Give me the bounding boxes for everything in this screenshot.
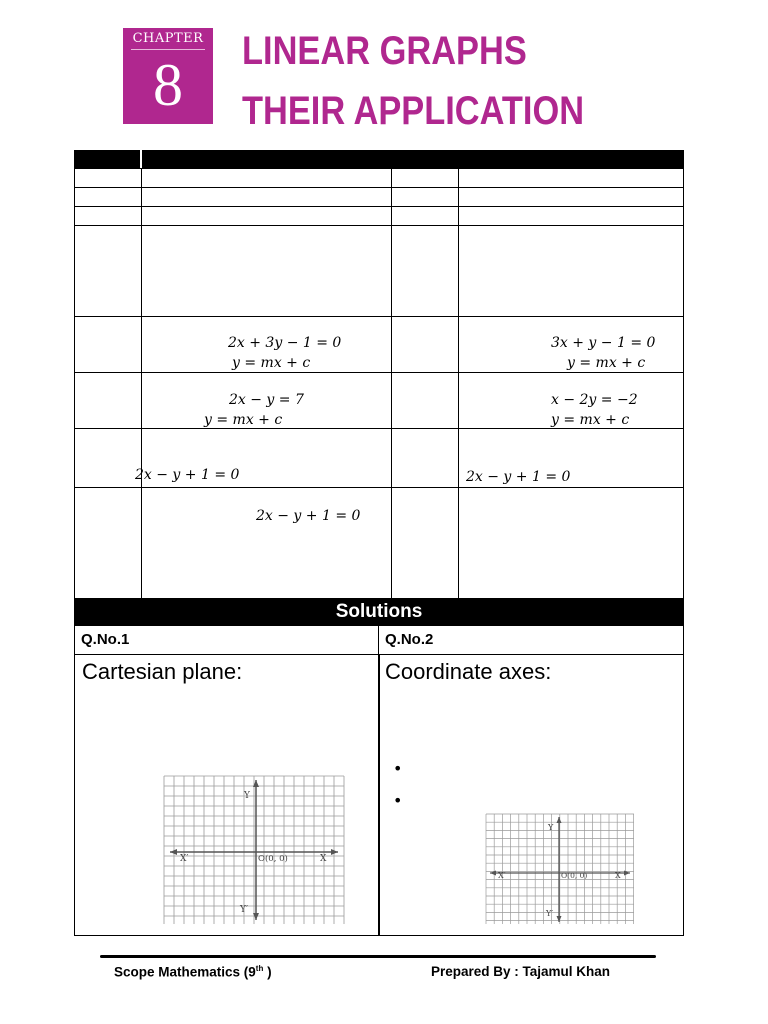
equation: 3x + y − 1 = 0 <box>551 335 656 351</box>
chapter-badge <box>123 28 213 124</box>
bullet-point: • <box>393 791 403 810</box>
q2-label: Q.No.2 <box>385 631 434 648</box>
q1-label: Q.No.1 <box>81 631 130 648</box>
footer-author: Prepared By : Tajamul Khan <box>431 964 611 979</box>
y-axis-label: Y <box>244 791 250 801</box>
x-prime-label: X′ <box>498 871 506 880</box>
origin-label: O(0, 0) <box>561 871 588 880</box>
footer-rule <box>100 955 656 958</box>
equation: 2x − y + 1 = 0 <box>256 508 361 524</box>
chapter-word: CHAPTER <box>132 31 204 46</box>
x-axis-label: X <box>615 871 621 880</box>
table-header-bar <box>74 150 684 168</box>
q1-answer-title: Cartesian plane: <box>82 659 243 684</box>
x-prime-label: X′ <box>180 854 189 864</box>
equation: x − 2y = −2 <box>551 392 638 408</box>
title-line-2: THEIR APPLICATION <box>242 89 585 133</box>
coordinate-axes-graph <box>484 812 636 926</box>
solutions-heading: Solutions <box>74 598 684 626</box>
equation: y = mx + c <box>232 355 311 371</box>
question-label-row <box>74 626 684 655</box>
cartesian-plane-graph <box>162 774 346 926</box>
equation: 2x − y = 7 <box>229 392 304 408</box>
equation: y = mx + c <box>551 412 630 428</box>
equation: y = mx + c <box>567 355 646 371</box>
table-header-divider <box>140 150 142 168</box>
chapter-rule <box>131 49 205 50</box>
equation: 2x − y + 1 = 0 <box>466 469 571 485</box>
q2-answer-title: Coordinate axes: <box>385 659 552 684</box>
title-line-1: LINEAR GRAPHS <box>242 29 527 73</box>
y-prime-label: Y′ <box>546 909 554 918</box>
x-axis-label: X <box>320 854 327 864</box>
y-prime-label: Y′ <box>240 905 248 915</box>
origin-label: O(0, 0) <box>258 854 288 864</box>
equation: 2x + 3y − 1 = 0 <box>228 335 342 351</box>
y-axis-label: Y <box>548 823 554 832</box>
bullet-point: • <box>393 759 403 778</box>
exercise-table <box>74 168 684 598</box>
footer-book-title: Scope Mathematics (9th ) <box>114 964 272 980</box>
chapter-number: 8 <box>153 52 183 118</box>
equation: y = mx + c <box>204 412 283 428</box>
equation: 2x − y + 1 = 0 <box>135 467 240 483</box>
